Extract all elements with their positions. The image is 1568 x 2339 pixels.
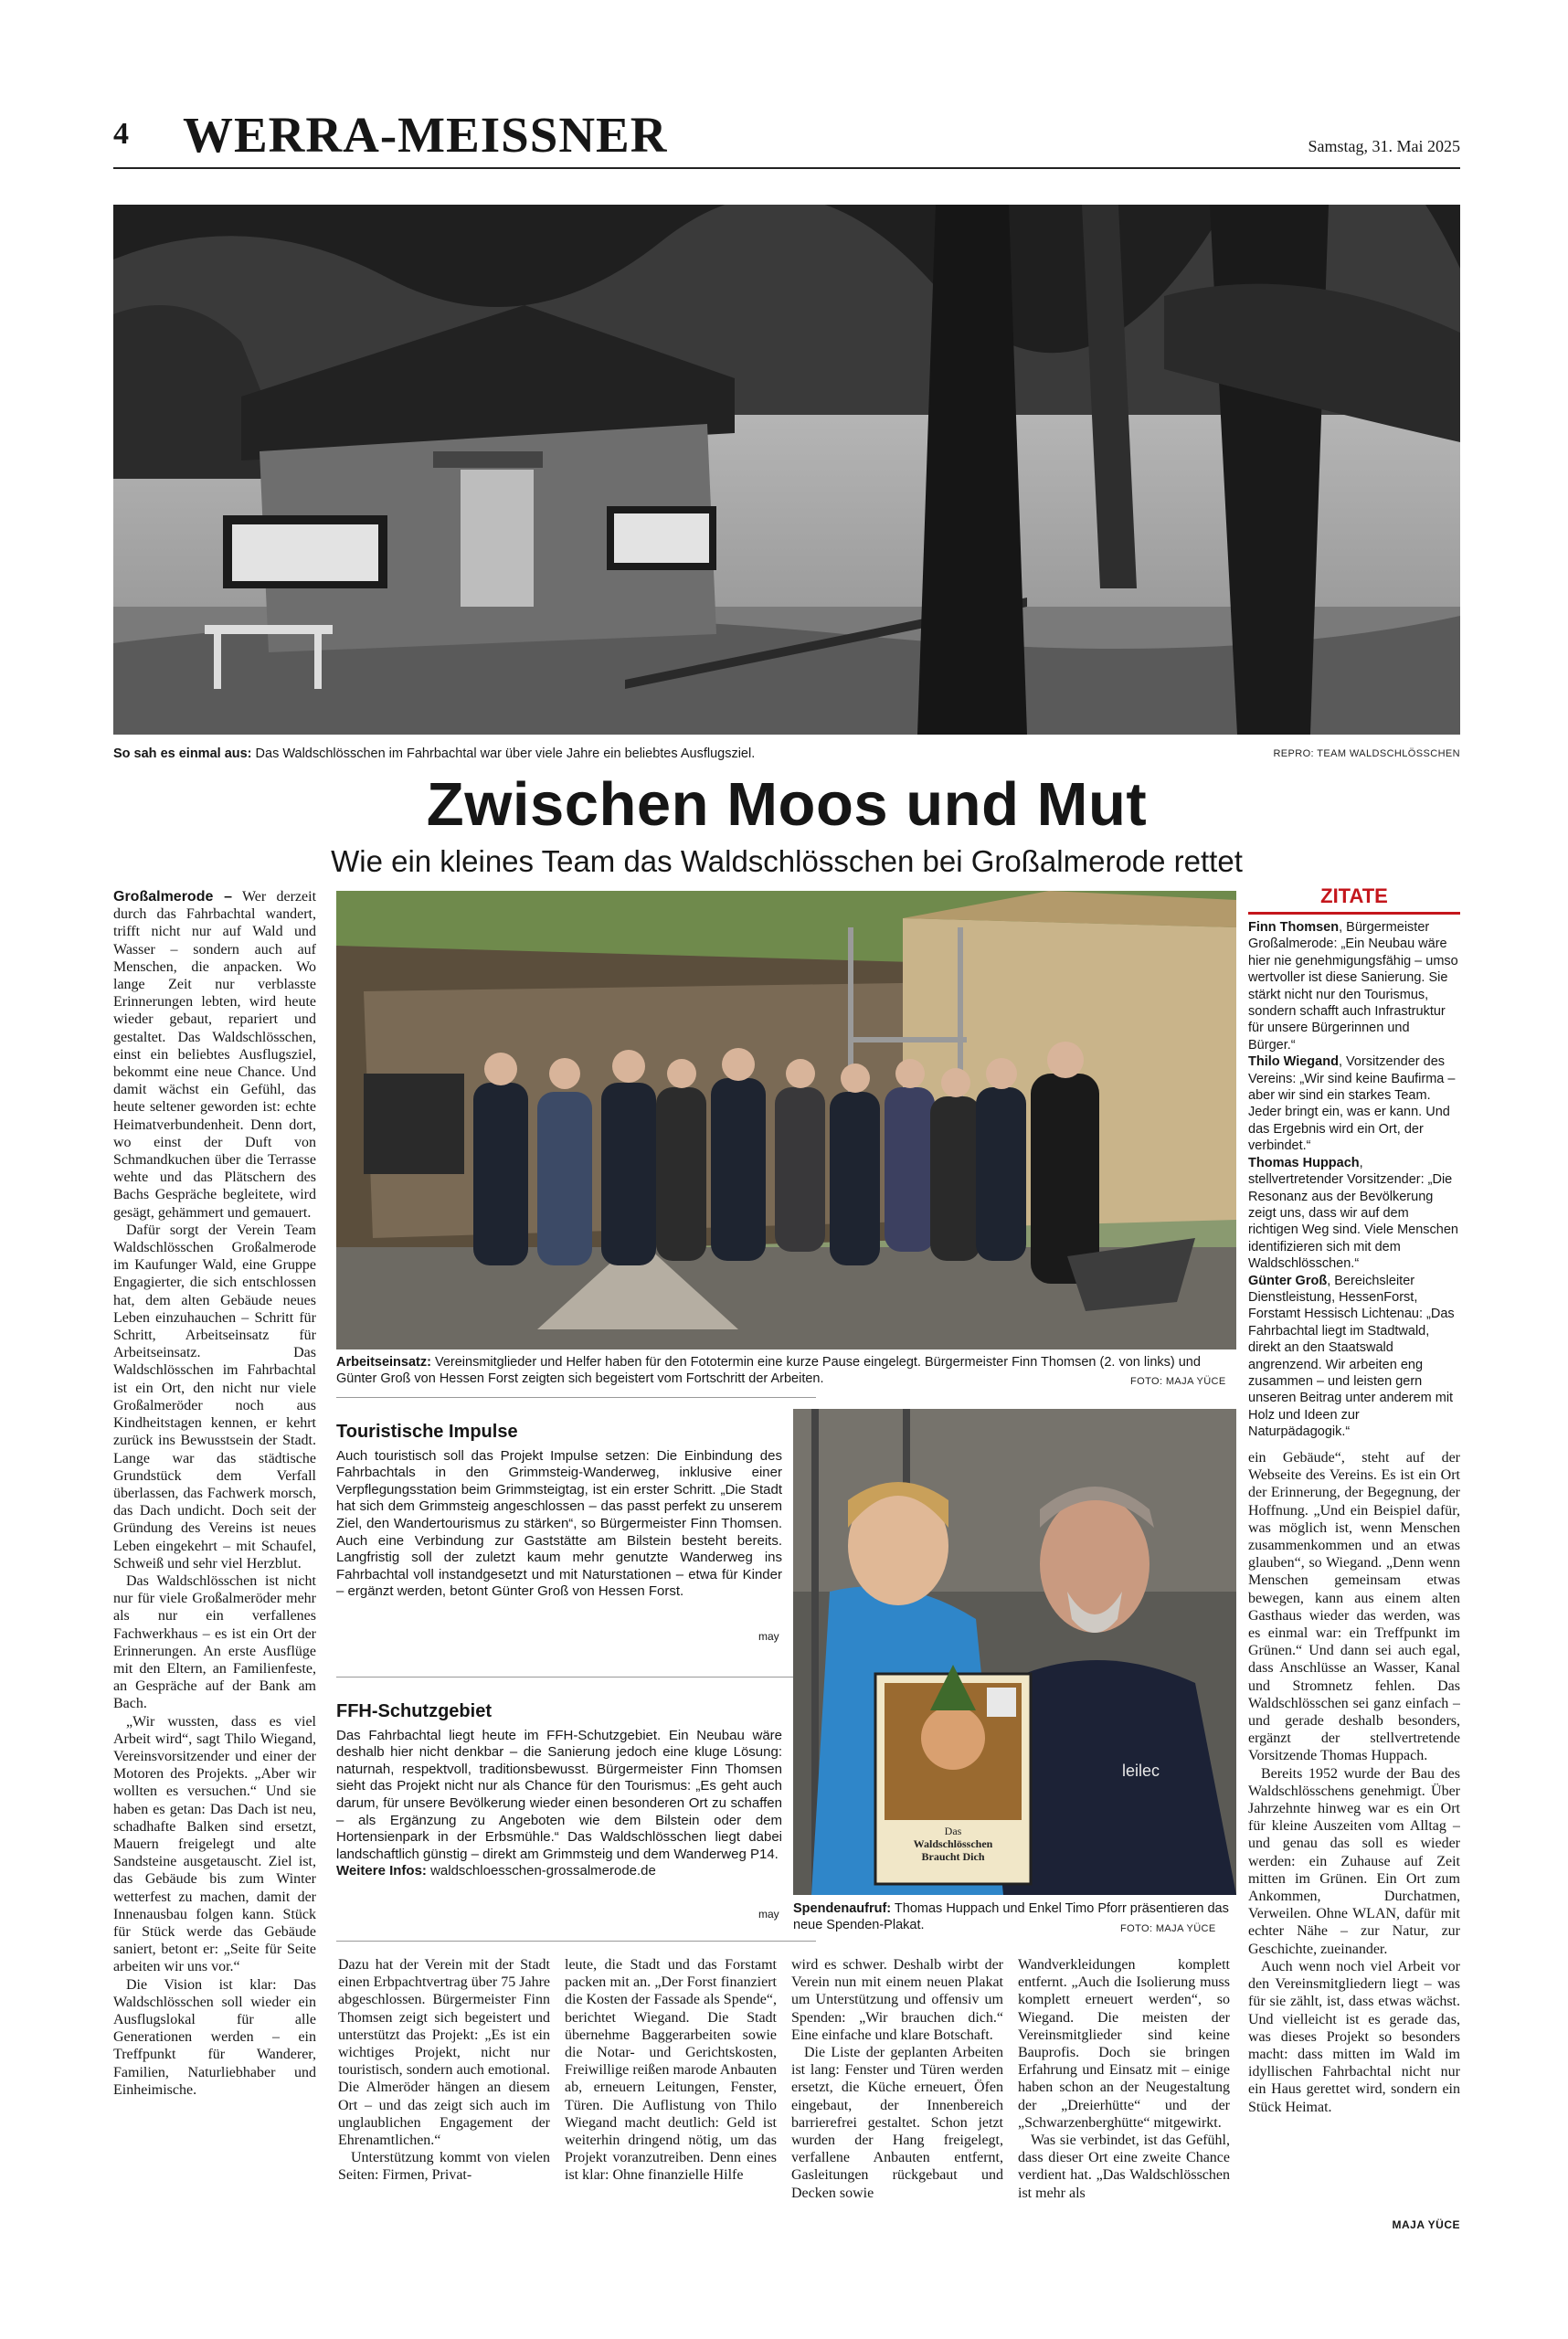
subheadline: Wie ein kleines Team das Waldschlösschen bei Großalmerode rettet [331, 844, 1243, 878]
caption-text: Thomas Huppach und Enkel Timo Pforr präsentieren das neue Spenden-Plakat. [793, 1901, 1229, 1932]
quote-role: , Vorsitzender des Vereins: [1248, 1054, 1446, 1086]
article-paragraph: Dazu hat der Verein mit der Stadt einen Erbpachtvertrag über 75 Jahre abgeschlossen. Bürgermeister Finn Thomsen zeigt sich begeistert und unterstützt das Projekt: „Es ist ein wichtiges Projekt, nicht nur touristisch, sondern auch emotional. Die Almeröder hängen an diesem Ort – und das zeigt sich auch im unglaublichen Engagement der Ehrenamtlichen.“ [338, 1957, 550, 2149]
caption-lead: So sah es einmal aus: [113, 746, 252, 761]
donation-photo [793, 1409, 1236, 1895]
caption-text: Vereinsmitglieder und Helfer haben für den Fototermin eine kurze Pause eingelegt. Bürgermeister Finn Thomsen (2. von links) und Günter Groß von Hessen Forst zeigten sich begeistert vom Fortschritt der Arbeiten. [336, 1355, 1201, 1386]
box-divider [336, 1677, 816, 1678]
quote-item [1248, 919, 1460, 1053]
quote-item [1248, 1155, 1460, 1273]
article-paragraph: Das Waldschlösschen ist nicht nur für viele Großalmeröder mehr als nur ein verfallenes Fachwerkhaus – es ist ein Ort der Erinnerungen. An erste Ausflüge mit den Eltern, an Familienfeste, an Gespräche auf der Bank am Bach. [113, 1572, 316, 1712]
article-paragraph: Die Vision ist klar: Das Waldschlösschen soll wieder ein Ausflugslokal für alle Generationen werden – ein Treffpunkt für Wanderer, Familien, Naturliebhaber und Einheimische. [113, 1976, 316, 2098]
article-column-1 [113, 888, 316, 2236]
group-photo-caption [336, 1354, 1236, 1387]
dateline: Großalmerode – [113, 889, 232, 905]
quotes-rule [1248, 912, 1460, 915]
group-photo [336, 891, 1236, 1349]
quote-item [1248, 1273, 1460, 1440]
quote-role: , stellvertretender Vorsitzender: [1248, 1155, 1428, 1188]
info-box-tourism [336, 1424, 782, 1652]
shirt-logo: leilec [1122, 1762, 1160, 1780]
article-paragraph: ein Gebäude“, steht auf der Webseite des Vereins. Es ist ein Ort der Erinnerung, der Begegnung, der Hoffnung. „Und ein Beispiel dafür, was möglich ist, wenn Menschen zusammenkommen und an etwas glauben“, so Wiegand. „Denn wenn Menschen gemeinsam etwas bewegen, kann aus einem alten Gasthaus wieder das werden, was es einmal war: ein Treffpunkt im Grünen.“ Und dann sei auch egal, dass Anschlüsse an Wasser, Kanal und Stromnetz fehlen. Das Waldschlösschen sei ganz einfach – und gerade deshalb besonders, ergänzt der stellvertretende Vorsitzende Thomas Huppach. [1248, 1450, 1460, 1764]
quote-author: Günter Groß [1248, 1273, 1328, 1288]
article-column-a [338, 1956, 550, 2236]
article-paragraph: Die Liste der geplanten Arbeiten ist lang: Fenster und Türen werden ersetzt, die Küche erneuert, Öfen eingebaut, der Innenbereich barrierefrei gestaltet. Schon jetzt wurden der Hang freigelegt, verfallene Anbauten entfernt, Gasleitungen rückgebaut und Decken sowie [791, 2045, 1003, 2201]
section-title: WERRA-MEISSNER [183, 107, 668, 163]
box-signature: may [758, 1908, 779, 1921]
more-info-url: waldschloesschen-grossalmerode.de [426, 1863, 656, 1879]
poster-line: Das [944, 1825, 962, 1837]
quote-item [1248, 1053, 1460, 1154]
article-column-c [791, 1956, 1003, 2236]
group-photo-credit: FOTO: MAJA YÜCE [1130, 1376, 1226, 1387]
box-text: Das Fahrbachtal liegt heute im FFH-Schutzgebiet. Ein Neubau wäre deshalb hier nicht denkbar – die Sanierung jedoch eine kluge Lösung: naturnah, respektvoll, traditionsbewusst. Bürgermeister Finn Thomsen sieht das Projekt nicht nur als Chance für den Tourismus: „Es geht auch darum, für unsere Bevölkerung wieder einen besonderen Ort zu schaffen – als Ergänzung zu Angeboten wie dem Bilstein oder dem Hortensienpark in der Erbsmühle.“ Das Waldschlösschen liegt dabei landschaftlich günstig – direkt am Grimmsteig und dem Wanderweg P14. [336, 1727, 782, 1862]
more-info [336, 1863, 782, 1880]
caption-rule [336, 1397, 816, 1398]
article-paragraph: Dafür sorgt der Verein Team Waldschlösschen Großalmerode im Kaufunger Wald, eine Gruppe Engagierter, die sich entschlossen hat, dem alten Gebäude neues Leben einzuhauchen – Schritt für Schritt, Arbeitseinsatz für Arbeitseinsatz. Das Waldschlösschen im Fahrbachtal ist ein Ort, den nicht nur viele Großalmeröder noch aus Kindheitstagen kennen, er kehrt zurück ins Bewusstsein der Stadt. Lange war das städtische Grundstück dem Verfall überlassen, das Fachwerk morsch, das Dach undicht. Doch seit der Gründung des Vereins ist neues Leben eingekehrt – mit Schaufel, Schweiß und sehr viel Herzblut. [113, 1222, 316, 1572]
quote-role: , Bürgermeister Großalmerode: [1248, 920, 1430, 952]
quote-author: Thomas Huppach [1248, 1155, 1360, 1170]
article-paragraph [113, 888, 316, 1222]
poster-text [875, 1825, 1031, 1863]
article-paragraph: Wandverkleidungen komplett entfernt. „Auch die Isolierung muss komplett erneuert werden“, so Wiegand. Die meisten der Vereinsmitglieder sind keine Bauprofis. Doch sie bringen Erfahrung und Einsatz mit – einige haben schon an der Neugestaltung der „Dreierhütte“ und der „Schwarzenberghütte“ mitgewirkt. [1018, 1957, 1230, 2131]
quotes-list [1248, 919, 1460, 1440]
article-paragraph: wird es schwer. Deshalb wirbt der Verein nun mit einem neuen Plakat um Unterstützung und offensiv um Spenden: „Wir brauchen dich.“ Eine einfache und klare Botschaft. [791, 1957, 1003, 2043]
issue-date: Samstag, 31. Mai 2025 [1308, 137, 1460, 155]
poster-line: Waldschlösschen [913, 1837, 993, 1850]
caption-text: Das Waldschlösschen im Fahrbachtal war über viele Jahre ein beliebtes Ausflugsziel. [251, 746, 756, 761]
quote-author: Thilo Wiegand [1248, 1054, 1339, 1070]
historic-photo-credit: REPRO: TEAM WALDSCHLÖSSCHEN [1273, 748, 1460, 759]
article-paragraph: Bereits 1952 wurde der Bau des Waldschlösschens genehmigt. Über Jahrzehnte hinweg war es ein Ort für kleine Auszeiten vom Alltag – und genau das soll es wieder werden: ein Zuhause auf Zeit mitten im Grünen. Ein Ort zum Ankommen, Durchatmen, Verweilen. Ohne WLAN, dafür mit echter Nähe – zur Natur, zur Geschichte, zueinander. [1248, 1765, 1460, 1957]
quote-text: „Die Resonanz aus der Bevölkerung zeigt uns, dass wir auf dem richtigen Weg sind. Viele Menschen identifizieren sich mit dem Waldschlösschen.“ [1248, 1172, 1458, 1272]
poster-line: Braucht Dich [921, 1850, 985, 1863]
box-heading: Touristische Impulse [336, 1424, 518, 1442]
quote-role: , Bereichsleiter Dienstleistung, HessenForst, Forstamt Hessisch Lichtenau: [1248, 1273, 1427, 1322]
article-paragraph: leute, die Stadt und das Forstamt packen mit an. „Der Forst finanziert die Kosten der Fassade als Spende“, berichtet Wiegand. Die Stadt übernehme Baggerarbeiten sowie die Notar- und Gerichtskosten, Freiwillige reißen marode Anbauten ab, erneuern Leitungen, Fenster, Türen. Die Auflistung von Thilo Wiegand macht deutlich: Geld ist weiterhin dringend nötig, um das Projekt voranzutreiben. Denn eines ist klar: Ohne finanzielle Hilfe [565, 1957, 777, 2184]
more-info-label: Weitere Infos: [336, 1863, 427, 1879]
article-column-b [565, 1956, 777, 2236]
box-text: Auch touristisch soll das Projekt Impulse setzen: Die Einbindung des Fahrbachtals in den Grimmsteig-Wanderweg, inklusive einer Verpflegungsstation beim Grimmsteigtag, ist ein erster Schritt. „Die Stadt hat sich dem Grimmsteig angeschlossen – das passt perfekt zu unserem Ziel, den Wandertourismus zu stärken“, so Bürgermeister Finn Thomsen. Auch eine Verbindung zur Gaststätte am Bilstein besteht bereits. Langfristig soll der zuletzt kaum mehr genutzte Wanderweg ins Fahrbachtal voll instandgesetzt und mit Naturstationen – etwa für Kinder – ergänzt werden, betont Günter Groß von Hessen Forst. [336, 1447, 782, 1600]
article-text: Wer derzeit durch das Fahrbachtal wandert, trifft nicht nur auf Wald und Wasser – sondern auch auf Menschen, die anpacken. Wo lange Zeit nur verblasste Erinnerungen lebten, wird heute wieder gebaut, repariert und gestaltet. Das Waldschlösschen, einst ein beliebtes Ausflugsziel, bekommt eine neue Chance. Und damit wächst ein Gefühl, das heute seltener geworden ist: echte Heimatverbundenheit. Denn dort, wo einst der Duft von Schmandkuchen über die Terrasse wehte und das Plätschern des Bachs Gespräche begleitete, wird gesägt, gehämmert und gemauert. [113, 889, 316, 1221]
article-paragraph: Auch wenn noch viel Arbeit vor den Vereinsmitgliedern liegt – was für sie zählt, ist, dass etwas wächst. Und vielleicht ist es gerade das, was dieses Projekt so besonders macht: dass mitten im Wald im idyllischen Fahrbachtal nicht nur ein Haus gerettet wird, sondern ein Stück Heimat. [1248, 1958, 1460, 2115]
historic-photo [113, 205, 1460, 735]
quote-text: „Ein Neubau wäre hier nie genehmigungsfähig – umso wertvoller ist diese Sanierung. Sie stärkt nicht nur den Tourismus, sondern schafft auch Infrastruktur für unsere Bürgerinnen und Bürger.“ [1248, 937, 1458, 1053]
box-bottom-rule [336, 1941, 816, 1942]
donation-photo-credit: FOTO: MAJA YÜCE [1120, 1923, 1216, 1934]
info-box-ffh [336, 1703, 782, 1932]
historic-photo-caption [113, 746, 1192, 762]
quote-text: „Wir sind keine Baufirma – aber wir sind ein starkes Team. Jeder bringt ein, was er kann. Und das Ergebnis wird ein Ort, der verbindet.“ [1248, 1071, 1456, 1154]
quotes-heading: ZITATE [1320, 884, 1388, 907]
article-paragraph: Was sie verbindet, ist das Gefühl, dass dieser Ort eine zweite Chance verdient hat. „Das Waldschlösschen ist mehr als [1018, 2133, 1230, 2201]
article-column-right [1248, 1449, 1460, 2215]
quote-text: „Das Fahrbachtal liegt im Stadtwald, direkt an den Staatswald angrenzend. Wir arbeiten eng zusammen – und leisten gern unseren Beitrag unter anderem mit Holz und Ideen zur Naturpädagogik.“ [1248, 1307, 1455, 1440]
quote-author: Finn Thomsen [1248, 920, 1340, 935]
author-byline: MAJA YÜCE [1392, 2218, 1460, 2231]
caption-lead: Spendenaufruf: [793, 1901, 892, 1916]
article-column-d [1018, 1956, 1230, 2236]
caption-lead: Arbeitseinsatz: [336, 1355, 431, 1370]
box-signature: may [758, 1630, 779, 1643]
page-number: 4 [113, 117, 129, 151]
headline: Zwischen Moos und Mut [426, 770, 1148, 839]
header-rule [113, 167, 1460, 169]
article-paragraph: „Wir wussten, dass es viel Arbeit wird“, sagt Thilo Wiegand, Vereinsvorsitzender und einer der Motoren des Projekts. „Aber wir wollten es versuchen.“ Und sie haben es getan: Das Dach ist neu, schadhafte Balken sind ersetzt, Mauern freigelegt und alte Sandsteine ausgetauscht. Ziel ist, das Gebäude bis zum Winter wetterfest zu machen, damit der Innenausbau folgen kann. Stück für Stück werde das Gebäude saniert, betont er: „Seite für Seite arbeiten wir uns vor.“ [113, 1713, 316, 1975]
box-heading: FFH-Schutzgebiet [336, 1703, 492, 1721]
article-paragraph: Unterstützung kommt von vielen Seiten: Firmen, Privat- [338, 2150, 550, 2184]
